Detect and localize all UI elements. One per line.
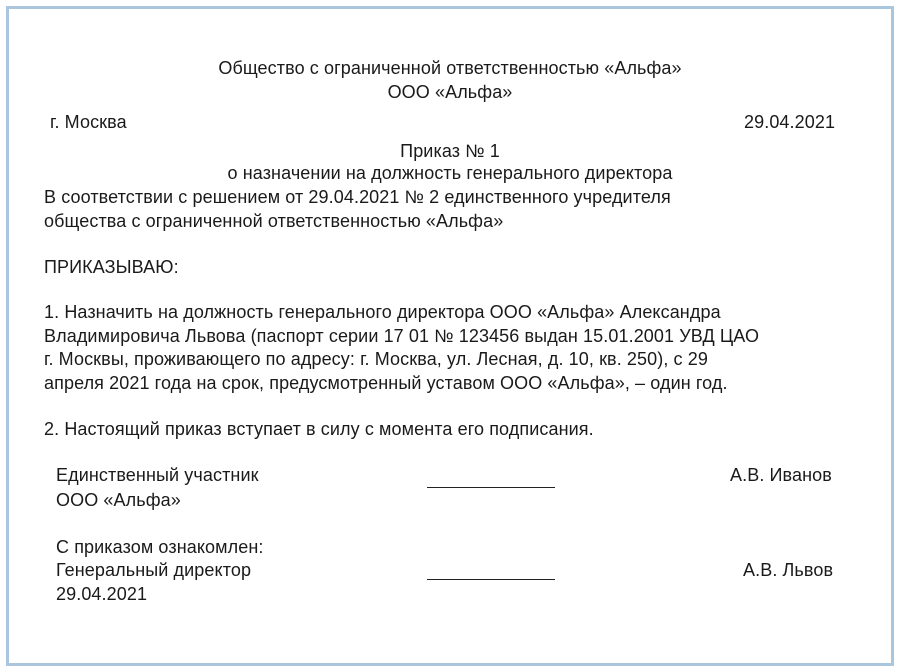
item1-line: Владимировича Львова (паспорт серии 17 01 № 123456 выдан 15.01.2001 УВД ЦАО [44,326,760,346]
acknowledged-date: 29.04.2021 [56,584,148,604]
item2: 2. Настоящий приказ вступает в силу с момента его подписания. [44,419,594,439]
acknowledged-label: С приказом ознакомлен: [56,537,264,557]
director-role: Генеральный директор [56,560,252,580]
item1-line: 1. Назначить на должность генерального директора ООО «Альфа» Александра [44,302,721,322]
city: г. Москва [50,112,127,132]
director-name: А.В. Львов [743,560,834,580]
header-date: 29.04.2021 [744,112,836,132]
order-title: Приказ № 1 [400,141,500,161]
participant-name: А.В. Иванов [730,465,832,485]
basis-line: В соответствии с решением от 29.04.2021 № 2 единственного учредителя [44,187,671,207]
org-full-name: Общество с ограниченной ответственностью «Альфа» [218,58,682,78]
item1-line: апреля 2021 года на срок, предусмотренный уставом ООО «Альфа», – один год. [44,373,728,393]
basis-line: общества с ограниченной ответственностью «Альфа» [44,211,504,231]
order-subject: о назначении на должность генерального директора [227,163,673,183]
signature-line [427,487,555,488]
org-short-name: ООО «Альфа» [387,82,513,102]
item1-line: г. Москвы, проживающего по адресу: г. Москва, ул. Лесная, д. 10, кв. 250), с 29 [44,349,708,369]
directive: ПРИКАЗЫВАЮ: [44,257,179,277]
signature-line [427,579,555,580]
participant-role: Единственный участник [56,465,259,485]
participant-org: ООО «Альфа» [56,490,181,510]
